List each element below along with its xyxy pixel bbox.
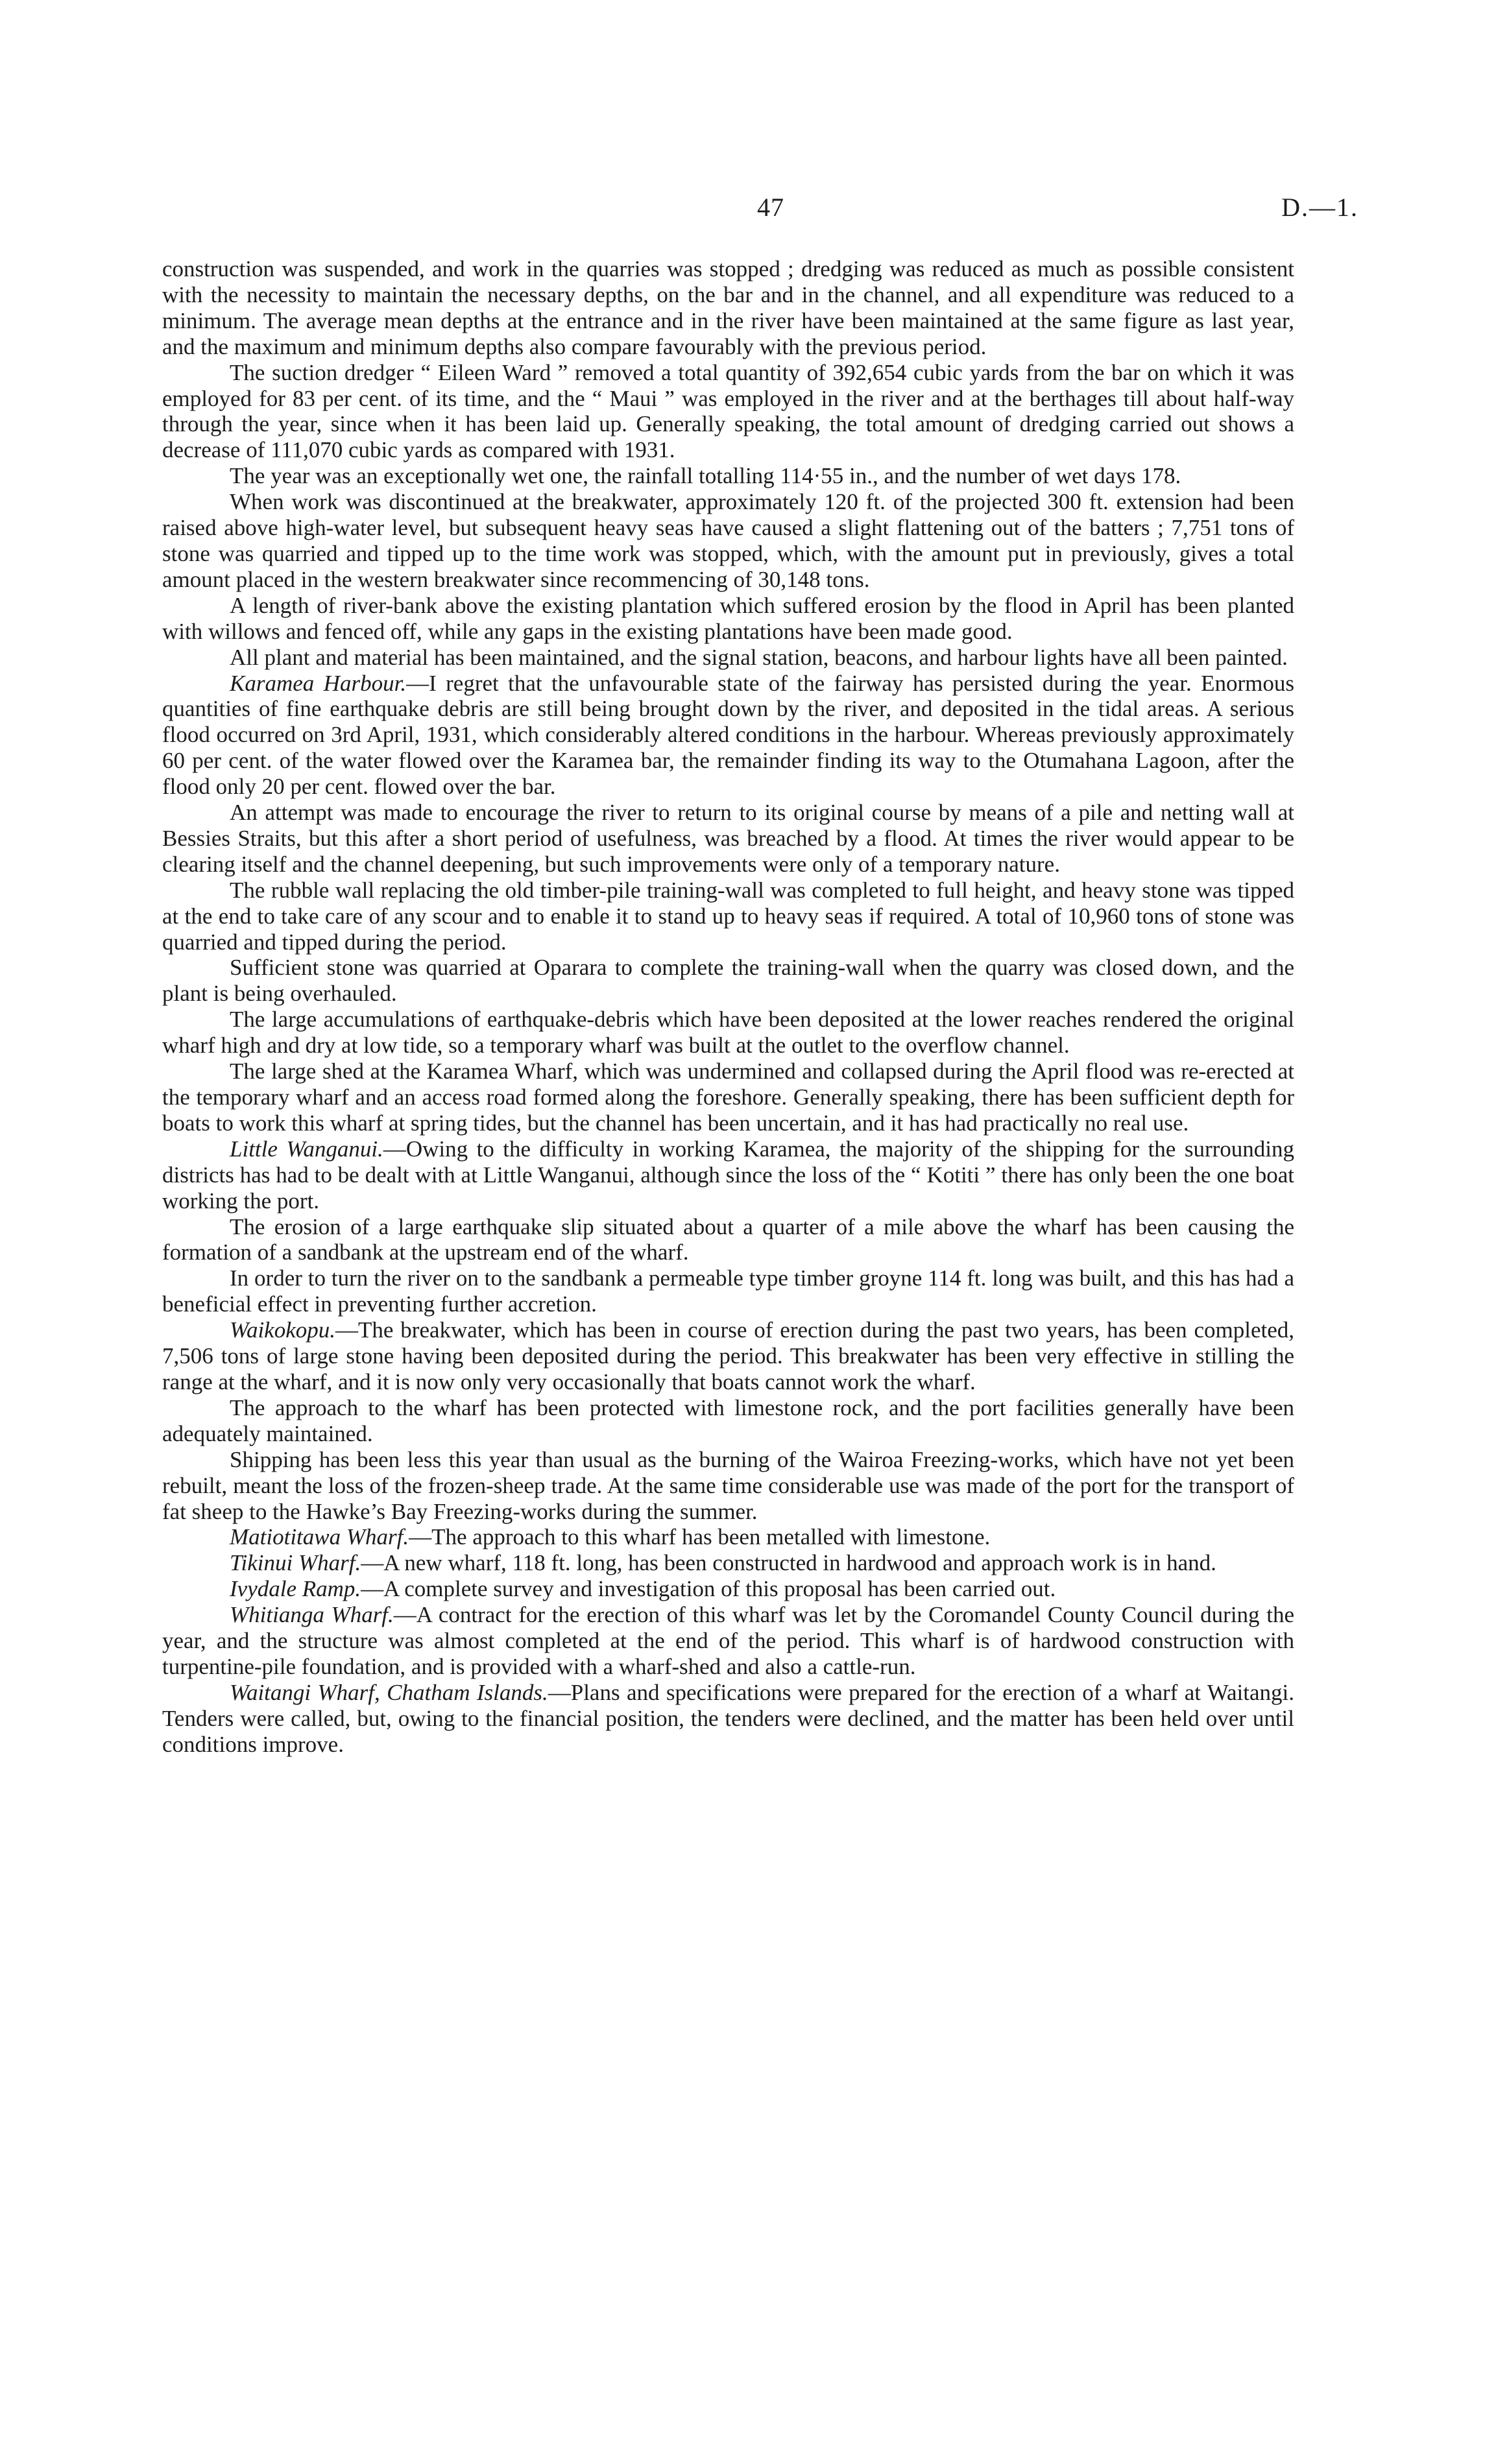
section-heading: Waitangi Wharf, Chatham Islands. — [230, 1679, 548, 1705]
paragraph: A length of river-bank above the existing plantation which suffered erosion by the flood in April has been planted with willows and fenced off, while any gaps in the existing plantations have been made good. — [162, 592, 1294, 644]
paragraph: Sufficient stone was quarried at Oparara to complete the training-wall when the quarry was closed down, and the plant is being overhauled. — [162, 955, 1294, 1007]
paragraph: Shipping has been less this year than usual as the burning of the Wairoa Freezing-works, which have not yet been rebuilt, meant the loss of the frozen-sheep trade. At the same time considerable use was made of the port for the transport of fat sheep to the Hawke’s Bay Freezing-works during the summer. — [162, 1446, 1294, 1524]
paragraph: The year was an exceptionally wet one, the rainfall totalling 114·55 in., and the number of wet days 178. — [230, 463, 1181, 489]
paragraph-waikokopu: Waikokopu.—The breakwater, which has been in course of erection during the past two years, has been completed, 7,506 tons of large stone having been deposited during the period. This breakwater has been very effective in stilling the range at the wharf, and it is now only very occasionally that boats cannot work the wharf. — [162, 1317, 1294, 1394]
paragraph: construction was suspended, and work in the quarries was stopped ; dredging was reduced as much as possible consistent with the necessity to maintain the necessary depths, on the bar and in the channel, and all expenditure was reduced to a minimum. The average mean depths at the entrance and in the river have been maintained at the same figure as last year, and the maximum and minimum depths also compare favourably with the previous period. — [162, 256, 1294, 359]
paragraph-matiotitawa-wharf: Matiotitawa Wharf.—The approach to this wharf has been metalled with limestone. — [230, 1524, 991, 1550]
paragraph: The approach to the wharf has been protected with limestone rock, and the port facilities generally have been adequately maintained. — [162, 1394, 1294, 1446]
paragraph-ivydale-ramp: Ivydale Ramp.—A complete survey and investigation of this proposal has been carried out. — [230, 1576, 1056, 1602]
paragraph: The rubble wall replacing the old timber-pile training-wall was completed to full height, and heavy stone was tipped at the end to take care of any scour and to enable it to stand up to heavy seas if required. A total of 10,960 tons of stone was quarried and tipped during the period. — [162, 877, 1294, 955]
section-heading: Waikokopu. — [230, 1317, 335, 1343]
paragraph: The erosion of a large earthquake slip situated about a quarter of a mile above the wharf has been causing the formation of a sandbank at the upstream end of the wharf. — [162, 1214, 1294, 1265]
paragraph: When work was discontinued at the breakwater, approximately 120 ft. of the projected 300 ft. extension had been raised above high-water level, but subsequent heavy seas have caused a slight flattening out of the batters ; 7,751 tons of stone was quarried and tipped up to the time work was stopped, which, with the amount put in previously, gives a total amount placed in the western breakwater since recommencing of 30,148 tons. — [162, 489, 1294, 592]
paragraph: An attempt was made to encourage the river to return to its original course by means of a pile and netting wall at Bessies Straits, but this after a short period of usefulness, was breached by a flood. At times the river would appear to be clearing itself and the channel deepening, but such improvements were only of a temporary nature. — [162, 800, 1294, 877]
paragraph: The large accumulations of earthquake-debris which have been deposited at the lower reaches rendered the original wharf high and dry at low tide, so a temporary wharf was built at the outlet to the overflow channel. — [162, 1007, 1294, 1059]
section-heading: Ivydale Ramp. — [230, 1576, 361, 1602]
paragraph: The suction dredger “ Eileen Ward ” removed a total quantity of 392,654 cubic yards from the bar on which it was employed for 83 per cent. of its time, and the “ Maui ” was employed in the river and at the berthages till about half-way through the year, since when it has been laid up. Generally speaking, the total amount of dredging carried out shows a decrease of 111,070 cubic yards as compared with 1931. — [162, 359, 1294, 463]
paragraph-karamea-harbour: Karamea Harbour.—I regret that the unfavourable state of the fairway has persisted during the year. Enormous quantities of fine earthquake debris are still being brought down by the river, and deposited in the tidal areas. A serious flood occurred on 3rd April, 1931, which considerably altered conditions in the harbour. Whereas previously approximately 60 per cent. of the water flowed over the Karamea bar, the remainder finding its way to the Otumahana Lagoon, after the flood only 20 per cent. flowed over the bar. — [162, 670, 1294, 800]
section-heading: Whitianga Wharf. — [230, 1602, 394, 1628]
paragraph-whitianga-wharf: Whitianga Wharf.—A contract for the erection of this wharf was let by the Coromandel County Council during the year, and the structure was almost completed at the end of the period. This wharf is of hardwood construction with turpentine-pile foundation, and is provided with a wharf-shed and also a cattle-run. — [162, 1602, 1295, 1679]
section-heading: Matiotitawa Wharf. — [230, 1524, 409, 1550]
paragraph-tikinui-wharf: Tikinui Wharf.—A new wharf, 118 ft. long, has been constructed in hardwood and approach work is in hand. — [230, 1550, 1216, 1576]
section-heading: Karamea Harbour. — [230, 670, 407, 696]
page-number: 47 — [757, 193, 784, 222]
body-text — [162, 256, 1294, 1758]
paragraph: The large shed at the Karamea Wharf, which was undermined and collapsed during the April flood was re-erected at the temporary wharf and an access road formed along the foreshore. Generally speaking, there has been sufficient depth for boats to work this wharf at spring tides, but the channel has been uncertain, and it has had practically no real use. — [162, 1059, 1294, 1136]
document-code: D.—1. — [1281, 193, 1358, 222]
section-heading: Little Wanganui. — [230, 1136, 383, 1162]
paragraph-waitangi-wharf: Waitangi Wharf, Chatham Islands.—Plans and specifications were prepared for the erection of a wharf at Waitangi. Tenders were called, but, owing to the financial position, the tenders were declined, and the matter has been held over until conditions improve. — [162, 1679, 1294, 1757]
section-heading: Tikinui Wharf. — [230, 1550, 361, 1576]
paragraph: All plant and material has been maintained, and the signal station, beacons, and harbour lights have all been painted. — [230, 644, 1288, 670]
paragraph: In order to turn the river on to the sandbank a permeable type timber groyne 114 ft. long was built, and this has had a beneficial effect in preventing further accretion. — [162, 1265, 1294, 1317]
paragraph-little-wanganui: Little Wanganui.—Owing to the difficulty in working Karamea, the majority of the shipping for the surrounding districts has had to be dealt with at Little Wanganui, although since the loss of the “ Kotiti ” there has only been the one boat working the port. — [162, 1136, 1294, 1214]
